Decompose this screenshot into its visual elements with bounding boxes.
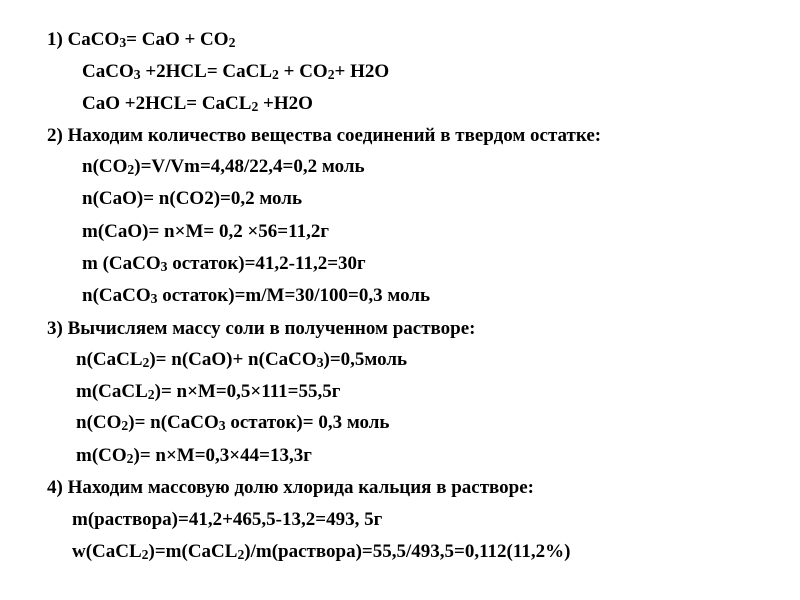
line-m-solution (72, 510, 382, 529)
text-segment: n(CaCL (76, 349, 143, 370)
subscript: 3 (133, 66, 141, 82)
subscript: 2 (126, 450, 134, 466)
line-caco3-hcl-reaction (82, 62, 389, 81)
text-segment: 4) Находим массовую долю хлорида кальция в растворе: (47, 477, 535, 498)
subscript: 2 (272, 66, 279, 82)
subscript: 3 (119, 34, 127, 50)
line-m-co2 (76, 446, 312, 465)
text-segment: )= n×M=0,3×44=13,3г (133, 445, 312, 466)
subscript: 2 (147, 386, 155, 402)
line-n-cao (82, 189, 302, 208)
subscript: 2 (228, 34, 236, 50)
text-segment: w(CaCL (72, 541, 142, 562)
line-m-cacl2 (76, 382, 340, 401)
text-segment: 1) CaCO (47, 29, 120, 50)
text-segment: остаток)=m/M=30/100=0,3 моль (157, 285, 431, 306)
line-n-cacl2 (76, 350, 407, 369)
line-m-cao (82, 222, 329, 241)
text-segment: n(CaO)= n(CO2)=0,2 моль (82, 188, 302, 209)
line-cao-hcl-reaction (82, 94, 313, 113)
line-step-1-decomposition (47, 30, 235, 49)
subscript: 2 (327, 66, 335, 82)
line-m-caco3-residue (82, 254, 366, 273)
text-segment: +2HCL= CaCL (140, 61, 273, 82)
text-segment: CaCO (82, 61, 134, 82)
text-segment: m(CO (76, 445, 127, 466)
line-w-cacl2 (72, 542, 570, 561)
text-segment: 3) Вычисляем массу соли в полученном растворе: (47, 318, 476, 339)
line-n-caco3-residue (82, 286, 430, 305)
text-segment: + CO (278, 61, 328, 82)
text-segment: = CaO + CO (126, 29, 229, 50)
text-segment: )= n×M=0,5×111=55,5г (154, 381, 341, 402)
text-segment: )= n(CaO)+ n(CaCO (149, 349, 317, 370)
subscript: 3 (316, 354, 324, 370)
text-segment: 2) Находим количество вещества соединений в твердом остатке: (47, 125, 602, 146)
text-segment: )=0,5моль (323, 349, 408, 370)
text-segment: + H2O (334, 61, 390, 82)
text-segment: m (CaCO (82, 253, 161, 274)
text-segment: остаток)= 0,3 моль (225, 412, 390, 433)
text-segment: n(CO (76, 412, 122, 433)
subscript: 2 (142, 354, 150, 370)
text-segment: остаток)=41,2-11,2=30г (167, 253, 366, 274)
line-n-co2 (82, 157, 365, 176)
text-segment: +H2O (258, 93, 313, 114)
text-segment: )= n(CaCO (128, 412, 219, 433)
line-step-2-heading (47, 126, 601, 145)
subscript: 2 (251, 98, 259, 114)
line-n-co2-second (76, 413, 389, 432)
text-segment: )=m(CaCL (148, 541, 238, 562)
line-step-3-heading (47, 319, 476, 338)
text-segment: m(CaO)= n×M= 0,2 ×56=11,2г (82, 221, 329, 242)
subscript: 3 (218, 417, 226, 433)
subscript: 3 (160, 258, 168, 274)
subscript: 2 (141, 546, 149, 562)
text-segment: m(раствора)=41,2+465,5-13,2=493, 5г (72, 509, 383, 530)
text-segment: )/m(раствора)=55,5/493,5=0,112(11,2%) (244, 541, 571, 562)
text-segment: n(CaCO (82, 285, 151, 306)
subscript: 2 (237, 546, 245, 562)
subscript: 2 (121, 417, 129, 433)
subscript: 3 (150, 290, 158, 306)
text-segment: CaO +2HCL= CaCL (82, 93, 252, 114)
text-segment: m(CaCL (76, 381, 148, 402)
subscript: 2 (127, 161, 135, 177)
text-segment: n(CO (82, 156, 128, 177)
text-segment: )=V/Vm=4,48/22,4=0,2 моль (134, 156, 365, 177)
line-step-4-heading (47, 478, 534, 497)
